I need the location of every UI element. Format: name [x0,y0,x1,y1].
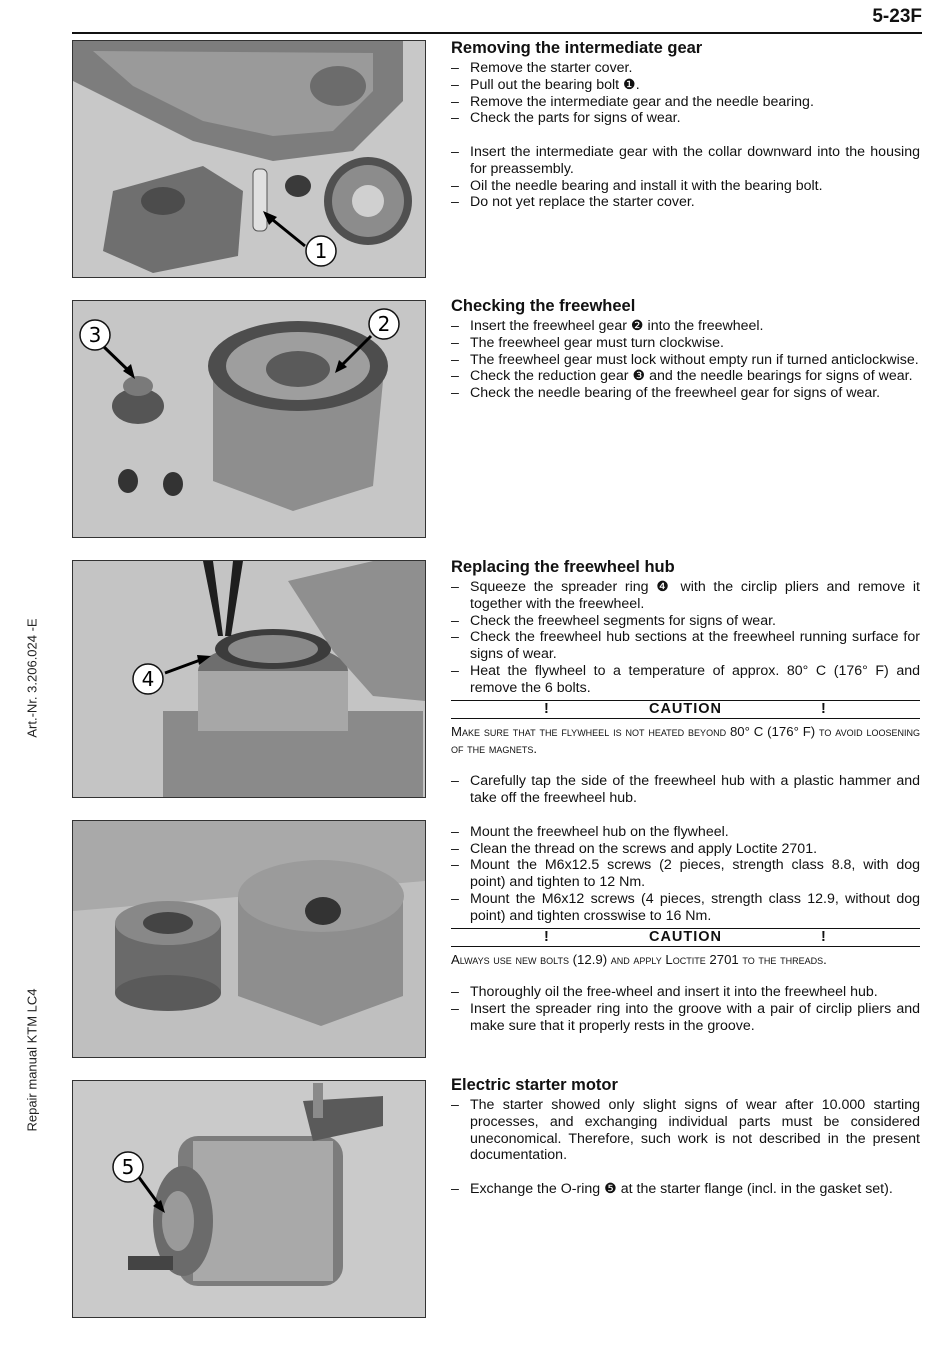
caution-label: CAUTION [648,928,723,945]
list-item: – Exchange the O-ring ❺ at the starter flange (incl. in the gasket set). [451,1181,920,1198]
list-item: – Remove the starter cover. [451,60,920,77]
caution-text: Always use new bolts (12.9) and apply Loctite 2701 to the threads. [451,951,827,967]
photo-intermediate-gear [72,40,426,278]
list-item: – Clean the thread on the screws and apply Loctite 2701. [451,841,920,858]
instruction-list [451,144,920,211]
header-rule [72,32,922,34]
list-item: – Check the freewheel hub sections at the freewheel running surface for signs of wear. [451,629,920,663]
section-title: Electric starter motor [451,1076,618,1094]
instruction-list [451,318,920,402]
list-item: – Check the reduction gear ❸ and the needle bearings for signs of wear. [451,368,920,385]
list-item: – Mount the M6x12 screws (4 pieces, strength class 12.9, without dog point) and tighten crosswise to 16 Nm. [451,891,920,925]
list-item: – Oil the needle bearing and install it with the bearing bolt. [451,178,920,195]
photo-flywheel-hub [72,820,426,1058]
starter-motor-illustration [73,1081,425,1317]
list-item: – Do not yet replace the starter cover. [451,194,920,211]
instruction-list [451,1097,920,1164]
section-freewheel-hub [451,557,920,1035]
caution-label: CAUTION [648,700,723,717]
list-item: – The starter showed only slight signs of wear after 10.000 starting processes, and exchanging individual parts must be considered uneconomical. Therefore, such work is not described in the present documentation. [451,1097,920,1164]
callout-5: 5 [121,1155,135,1179]
list-item: – Heat the flywheel to a temperature of approx. 80° C (176° F) and remove the 6 bolts. [451,663,920,697]
photo-starter-motor [72,1080,426,1318]
freewheel-illustration [73,301,425,537]
callout-1: 1 [314,239,328,263]
caution-banner [451,700,920,719]
callout-3: 3 [88,323,102,347]
section-checking-freewheel [451,296,920,402]
list-item: – Squeeze the spreader ring ❹ with the circlip pliers and remove it together with the freewheel. [451,579,920,613]
list-item: – Check the freewheel segments for signs of wear. [451,613,920,630]
instruction-list [451,984,920,1034]
list-item: – Check the parts for signs of wear. [451,110,920,127]
list-item: – Check the needle bearing of the freewheel gear for signs of wear. [451,385,920,402]
spreader-ring-illustration [73,561,425,797]
list-item: – Remove the intermediate gear and the needle bearing. [451,94,920,111]
caution-banner [451,928,920,947]
flywheel-hub-illustration [73,821,425,1057]
exclamation-icon: ! [544,928,549,945]
page-number: 5-23F [872,6,922,27]
list-item: – Mount the freewheel hub on the flywheel. [451,824,920,841]
list-item: – Insert the intermediate gear with the collar downward into the housing for preassembly. [451,144,920,178]
list-item: – The freewheel gear must turn clockwise. [451,335,920,352]
exclamation-icon: ! [544,700,549,717]
photo-spreader-ring [72,560,426,798]
section-title: Replacing the freewheel hub [451,558,675,576]
instruction-list [451,824,920,925]
caution-text: Make sure that the flywheel is not heated beyond 80° C (176° F) to avoid loosening of the magnets. [451,723,920,756]
section-title: Checking the freewheel [451,297,636,315]
list-item: – The freewheel gear must lock without empty run if turned anticlockwise. [451,352,920,369]
instruction-list [451,60,920,127]
section-starter-motor [451,1075,920,1198]
list-item: – Pull out the bearing bolt ❶. [451,77,920,94]
instruction-list [451,579,920,697]
exclamation-icon: ! [821,928,826,945]
section-title: Removing the intermediate gear [451,39,703,57]
list-item: – Insert the spreader ring into the groove with a pair of circlip pliers and make sure that it properly rests in the groove. [451,1001,920,1035]
list-item: – Carefully tap the side of the freewheel hub with a plastic hammer and take off the freewheel hub. [451,773,920,807]
callout-2: 2 [377,312,391,336]
instruction-list [451,773,920,807]
callout-4: 4 [141,667,155,691]
intermediate-gear-illustration [73,41,425,277]
photo-freewheel [72,300,426,538]
manual-title-text: Repair manual KTM LC4 [24,988,40,1132]
section-intermediate-gear [451,38,920,211]
list-item: – Thoroughly oil the free-wheel and insert it into the freewheel hub. [451,984,920,1001]
list-item: – Insert the freewheel gear ❷ into the freewheel. [451,318,920,335]
instruction-list [451,1181,920,1198]
exclamation-icon: ! [821,700,826,717]
article-number-text: Art.-Nr. 3.206.024 -E [24,618,40,738]
list-item: – Mount the M6x12.5 screws (2 pieces, strength class 8.8, with dog point) and tighten to 12 Nm. [451,857,920,891]
